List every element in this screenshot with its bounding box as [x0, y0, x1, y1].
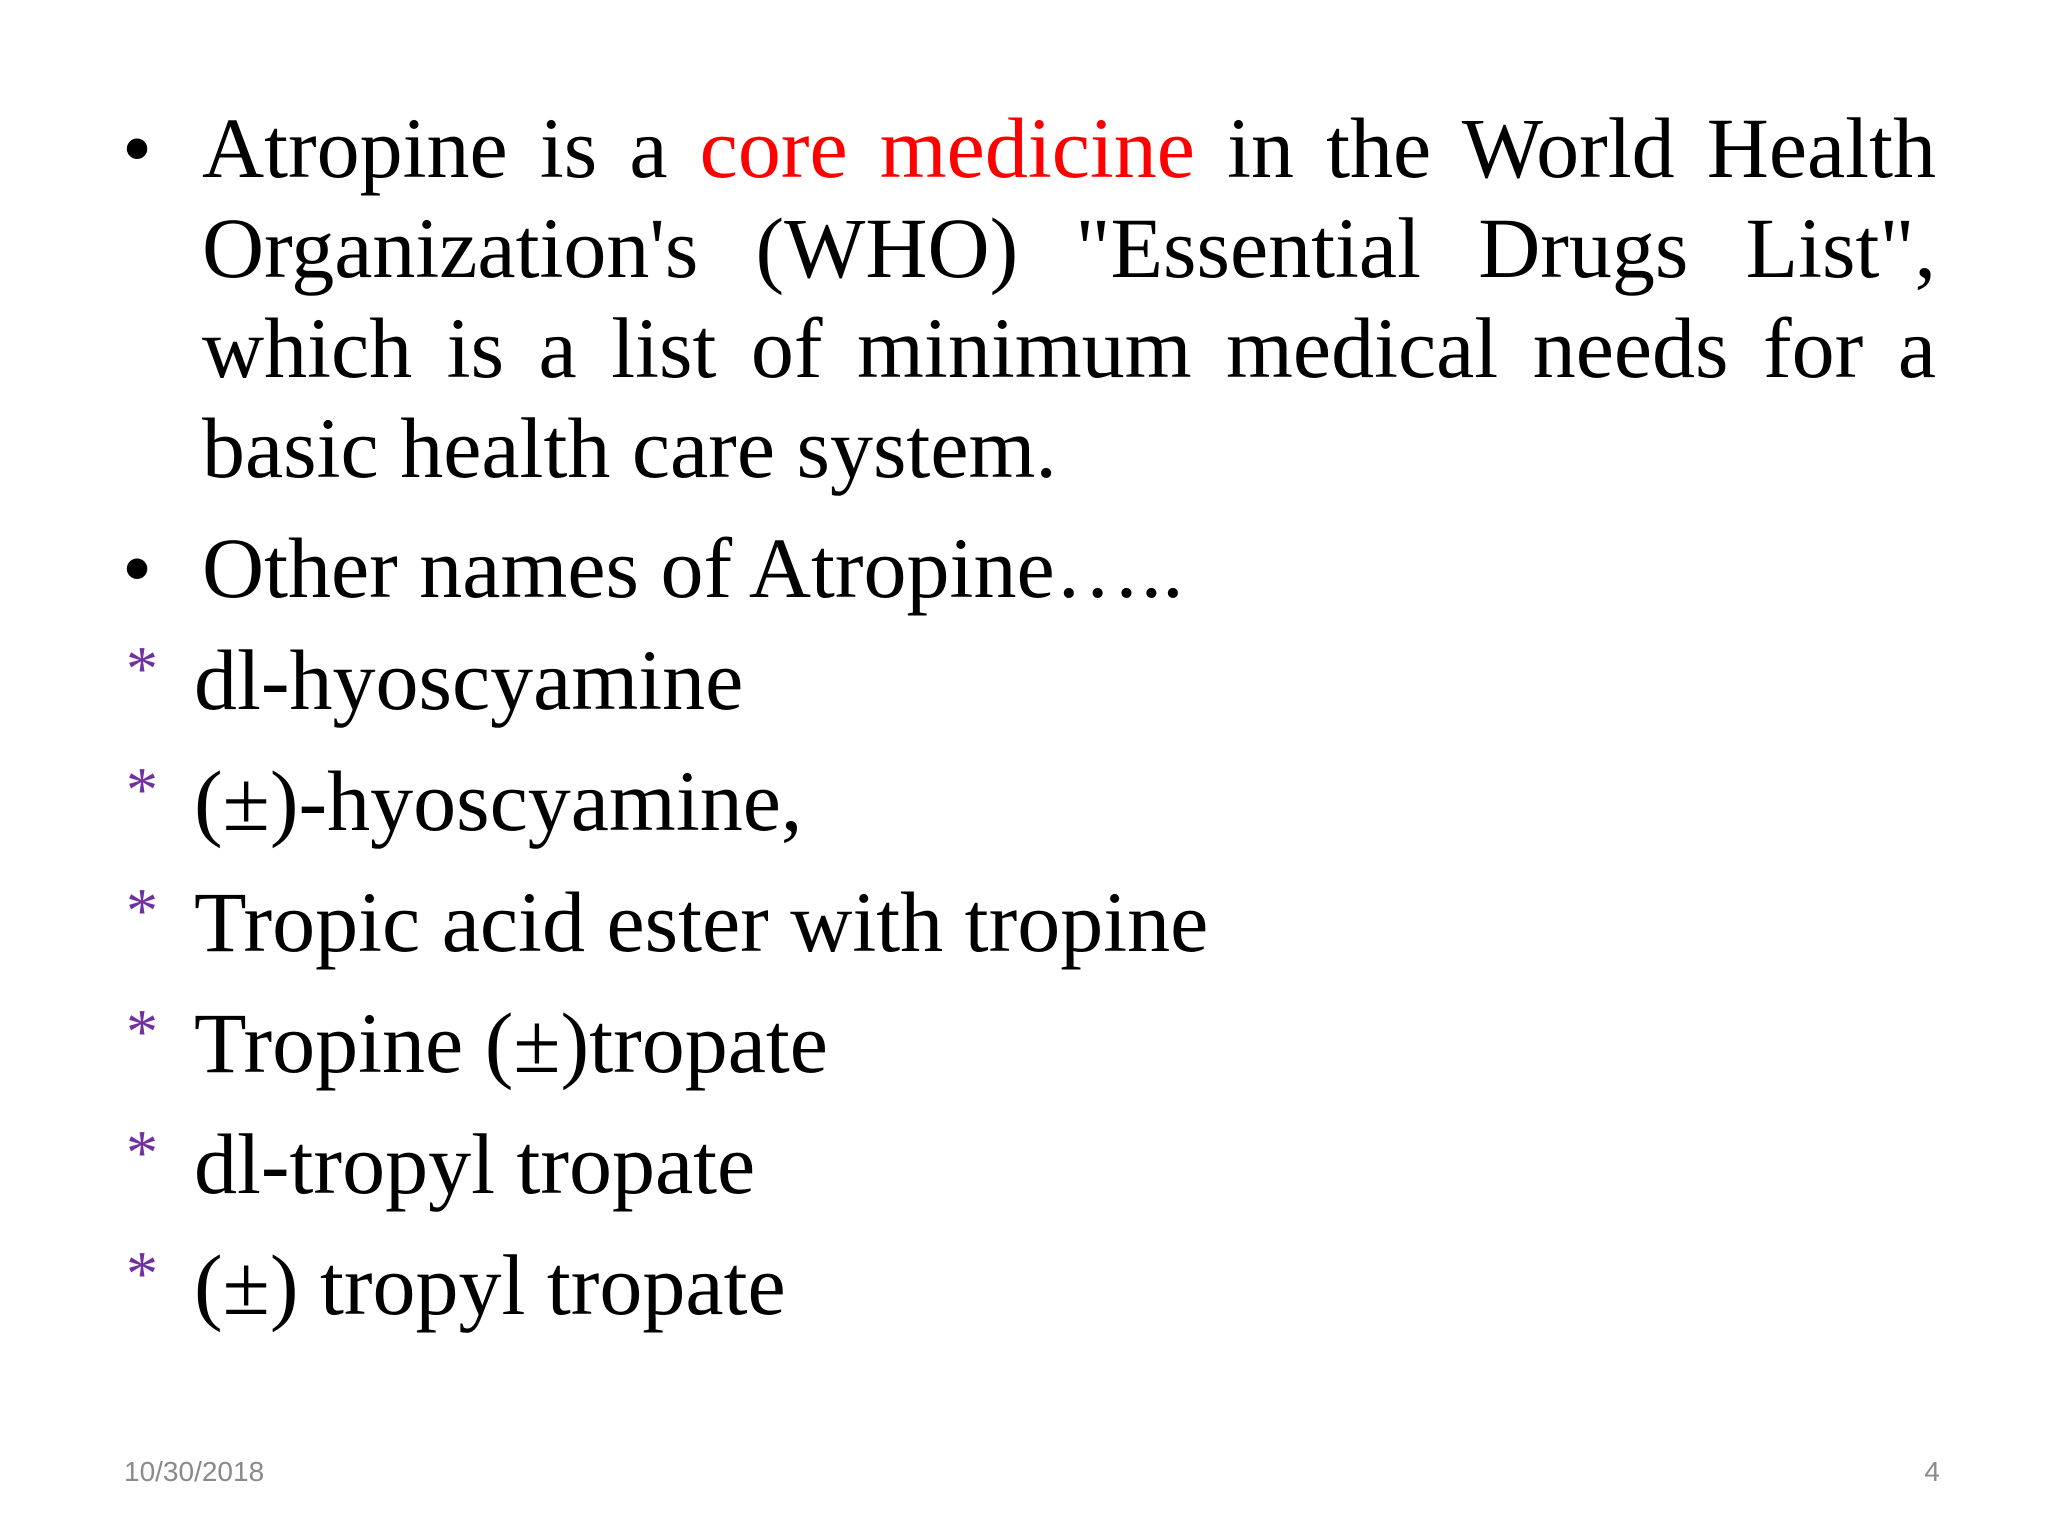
asterisk-icon: * [126, 1117, 158, 1188]
slide-number: 4 [1924, 1456, 1940, 1487]
list-item [118, 1104, 1936, 1225]
other-name: (±) tropyl tropate [194, 1237, 786, 1333]
bullet-icon: • [122, 100, 153, 196]
bullet-text-end: in the World Health Organization's (WHO) "Essential Drugs List", which is a list of minimum medical needs for a basic health care system. [202, 100, 1936, 496]
asterisk-icon: * [126, 754, 158, 825]
other-name: (±)-hyoscyamine, [194, 753, 803, 849]
slide-body [118, 98, 1936, 1346]
list-item [118, 1225, 1936, 1346]
asterisk-icon: * [126, 875, 158, 946]
asterisk-icon: * [126, 1238, 158, 1309]
footer-date: 10/30/2018 [124, 1456, 265, 1487]
bullet-text-start: Atropine is a [202, 100, 700, 196]
bullet-who-essential-drugs [118, 98, 1936, 498]
list-item [118, 741, 1936, 862]
list-item [118, 862, 1936, 983]
other-name: Tropic acid ester with tropine [194, 874, 1209, 970]
bullet-icon: • [122, 520, 153, 616]
list-item [118, 983, 1936, 1104]
bullet-other-names [118, 518, 1936, 618]
other-name: dl-hyoscyamine [194, 632, 744, 728]
bullet-text: Other names of Atropine….. [202, 520, 1184, 616]
bullet-text [202, 98, 1936, 498]
asterisk-icon: * [126, 633, 158, 704]
highlight-core-medicine: core medicine [699, 100, 1195, 196]
other-name: Tropine (±)tropate [194, 995, 828, 1091]
asterisk-icon: * [126, 996, 158, 1067]
list-item [118, 620, 1936, 741]
other-name: dl-tropyl tropate [194, 1116, 756, 1212]
